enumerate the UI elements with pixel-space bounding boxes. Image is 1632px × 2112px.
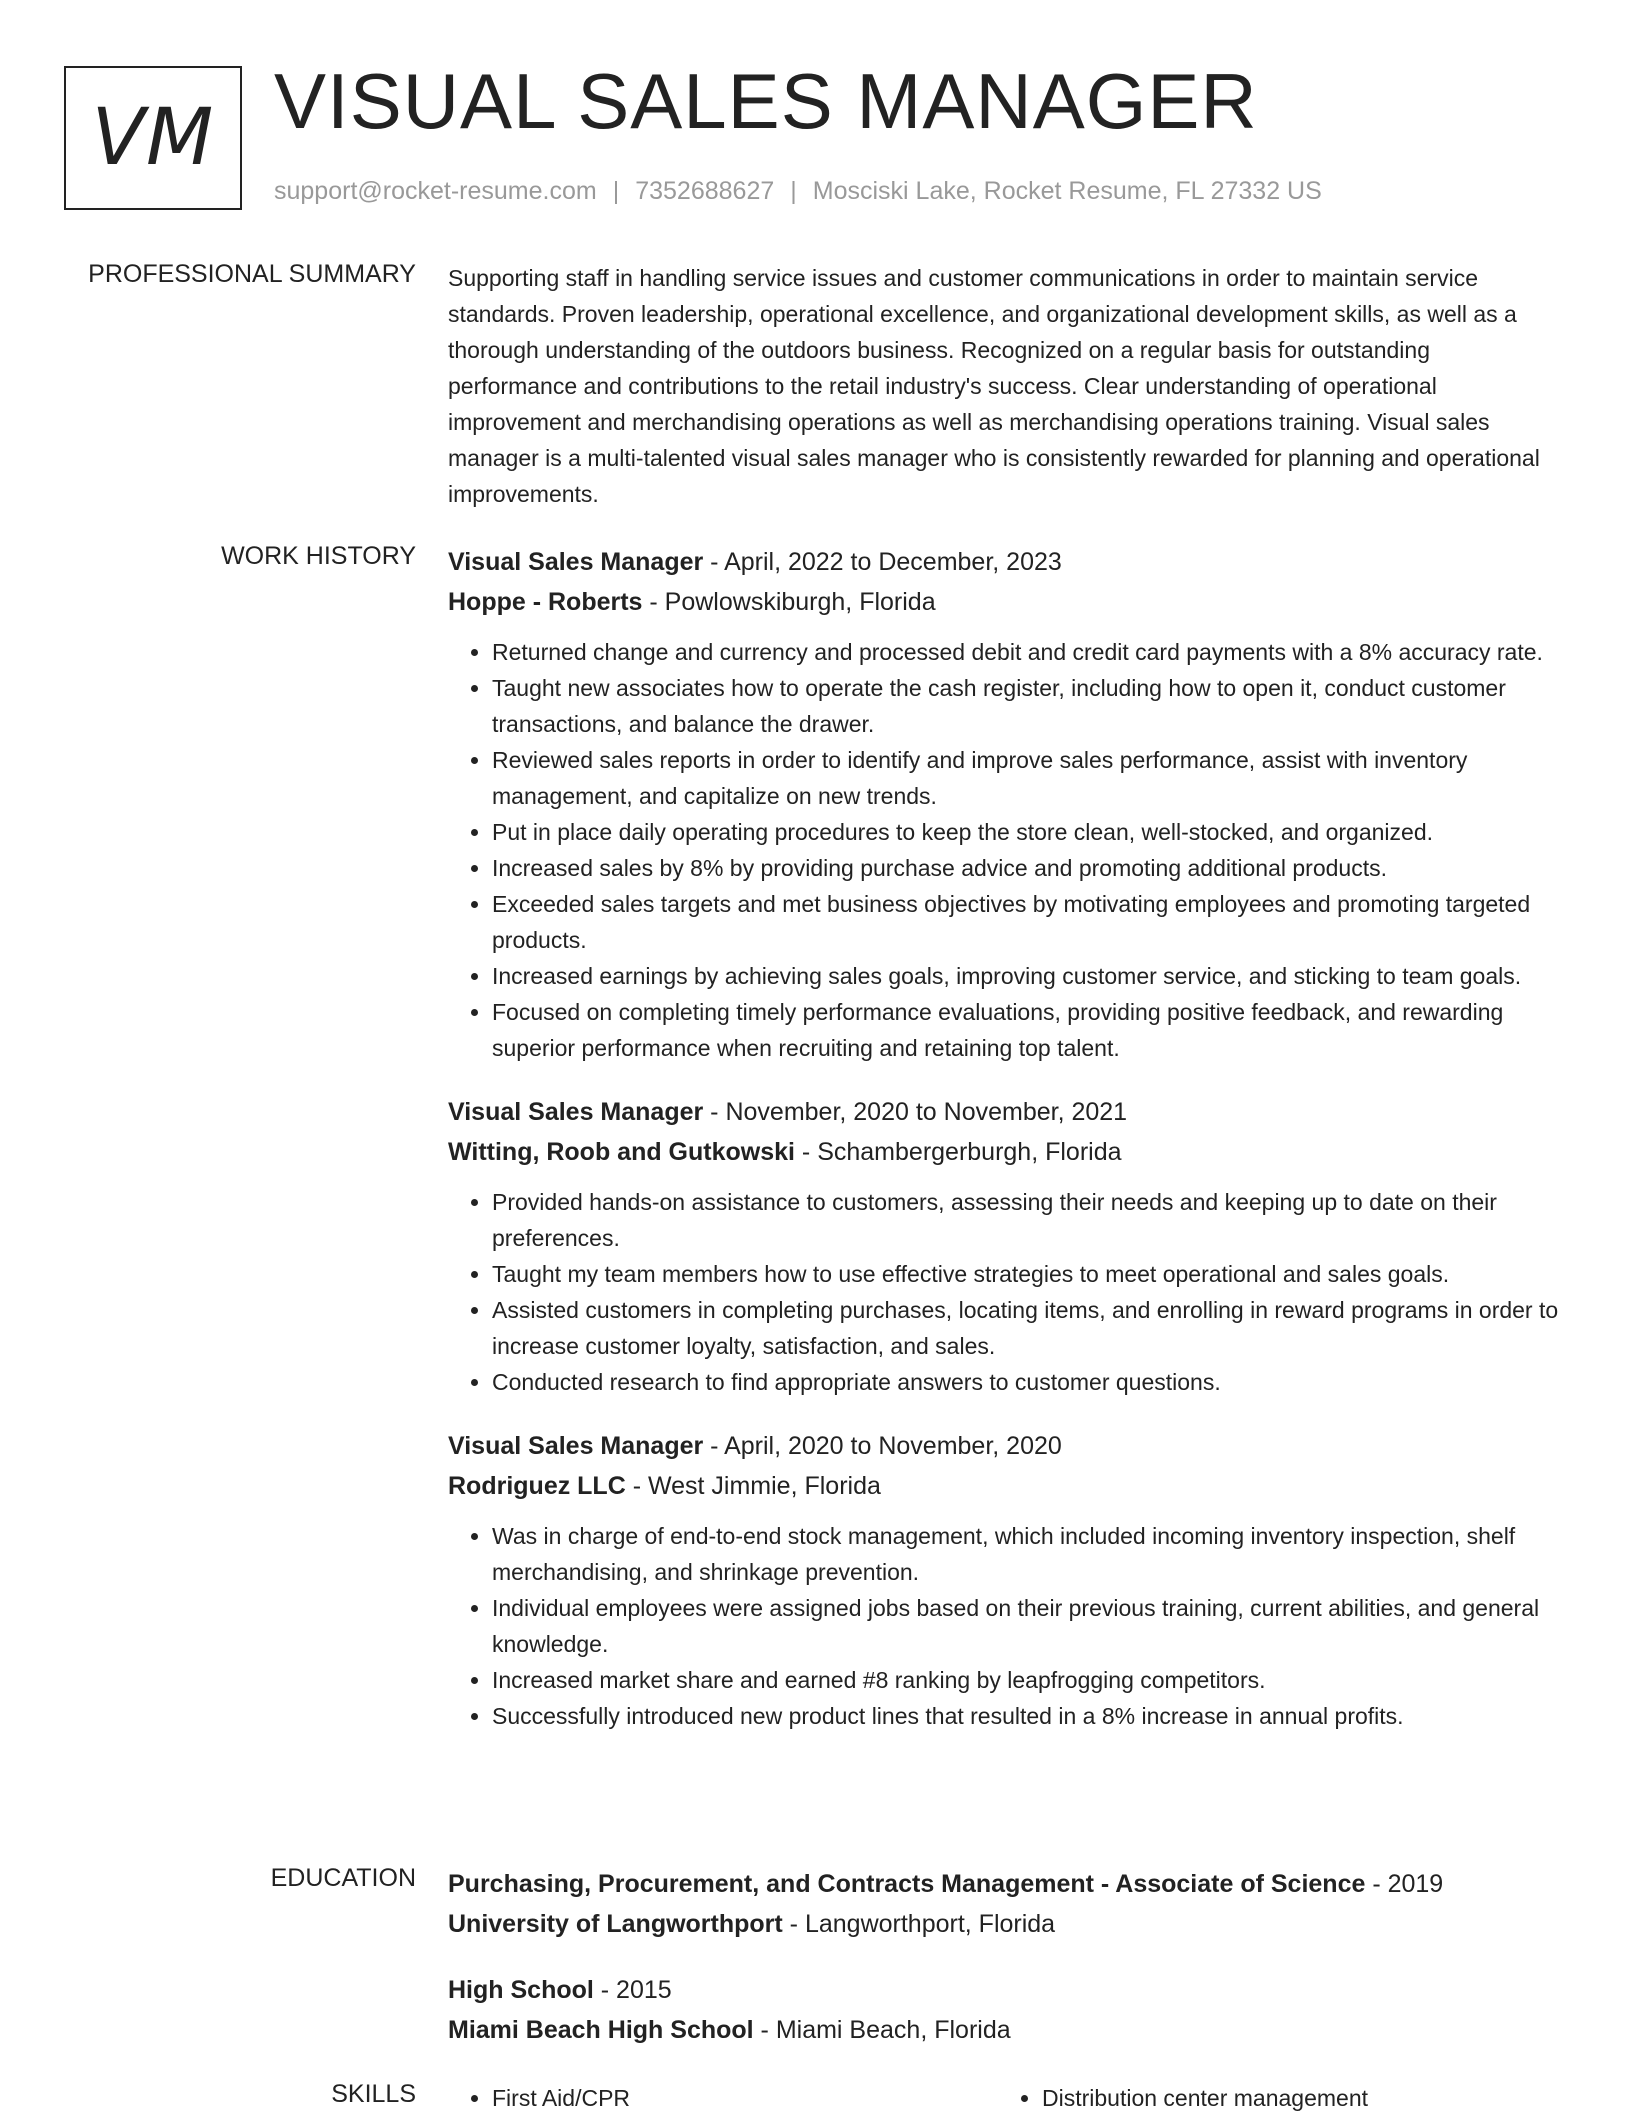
education-school-line <box>448 1904 1564 1944</box>
job-title-line <box>448 1092 1564 1132</box>
list-item: • Reviewed sales reports in order to identify and improve sales performance, assist with inventory management, and capitalize on new trends. <box>492 742 1564 814</box>
education-year: - 2015 <box>593 1976 672 2004</box>
list-item: • Taught my team members how to use effective strategies to meet operational and sales goals. <box>492 1256 1564 1292</box>
education-degree: High School <box>448 1976 594 2004</box>
job-company-line <box>448 1466 1564 1506</box>
skills-left-list <box>448 2080 998 2112</box>
monogram-logo <box>64 66 242 210</box>
education-school: Miami Beach High School <box>448 2016 754 2044</box>
job-bullets <box>448 634 1564 1066</box>
job-title: Visual Sales Manager <box>448 548 704 576</box>
job-entry <box>448 1092 1564 1400</box>
list-item: • Focused on completing timely performance evaluations, providing positive feedback, and rewarding superior performance when recruiting and retaining top talent. <box>492 994 1564 1066</box>
job-title-line <box>448 1426 1564 1466</box>
education-entry <box>448 1864 1564 1944</box>
education-degree-line <box>448 1864 1564 1904</box>
list-item: • Taught new associates how to operate the cash register, including how to open it, conduct customer transactions, and balance the drawer. <box>492 670 1564 742</box>
resume-title: VISUAL SALES MANAGER <box>274 57 1258 145</box>
education-degree: Purchasing, Procurement, and Contracts Management - Associate of Science <box>448 1870 1366 1898</box>
education-degree-line <box>448 1970 1564 2010</box>
job-company-line <box>448 1132 1564 1172</box>
job-company: Hoppe - Roberts <box>448 588 643 616</box>
list-item: • Individual employees were assigned jobs based on their previous training, current abilities, and general knowledge. <box>492 1590 1564 1662</box>
list-item: • Increased market share and earned #8 ranking by leapfrogging competitors. <box>492 1662 1564 1698</box>
job-company-line <box>448 582 1564 622</box>
list-item: • Increased earnings by achieving sales goals, improving customer service, and sticking to team goals. <box>492 958 1564 994</box>
job-entry <box>448 1426 1564 1734</box>
contact-phone: 7352688627 <box>635 177 775 205</box>
list-item: • Assisted customers in completing purchases, locating items, and enrolling in reward programs in order to increase customer loyalty, satisfaction, and sales. <box>492 1292 1564 1364</box>
list-item: • Returned change and currency and processed debit and credit card payments with a 8% accuracy rate. <box>492 634 1564 670</box>
skills-heading: SKILLS <box>331 2080 416 2108</box>
education-year: - 2019 <box>1365 1870 1444 1898</box>
list-item: • Provided hands-on assistance to customers, assessing their needs and keeping up to date on their preferences. <box>492 1184 1564 1256</box>
skill-item: • Distribution center management <box>1042 2080 1548 2112</box>
education-entry <box>448 1970 1564 2050</box>
list-item: • Successfully introduced new product lines that resulted in a 8% increase in annual profits. <box>492 1698 1564 1734</box>
job-title: Visual Sales Manager <box>448 1432 704 1460</box>
summary-heading: PROFESSIONAL SUMMARY <box>88 260 416 288</box>
job-company: Rodriguez LLC <box>448 1472 626 1500</box>
job-location: - Powlowskiburgh, Florida <box>642 588 936 616</box>
job-title-line <box>448 542 1564 582</box>
education-school-line <box>448 2010 1564 2050</box>
job-location: - Schambergerburgh, Florida <box>794 1138 1122 1166</box>
job-dates: - April, 2020 to November, 2020 <box>703 1432 1062 1460</box>
job-location: - West Jimmie, Florida <box>625 1472 881 1500</box>
job-bullets <box>448 1184 1564 1400</box>
list-item: • Exceeded sales targets and met business objectives by motivating employees and promoting targeted products. <box>492 886 1564 958</box>
skills-columns <box>448 2080 1564 2112</box>
contact-address: Mosciski Lake, Rocket Resume, FL 27332 US <box>812 177 1322 205</box>
job-entry <box>448 542 1564 1066</box>
education-location: - Langworthport, Florida <box>782 1910 1056 1938</box>
education-school: University of Langworthport <box>448 1910 783 1938</box>
monogram-initials: VM <box>91 93 215 183</box>
skill-item: • First Aid/CPR <box>492 2080 998 2112</box>
skills-right-list <box>998 2080 1548 2112</box>
list-item: • Was in charge of end-to-end stock management, which included incoming inventory inspection, shelf merchandising, and shrinkage prevention. <box>492 1518 1564 1590</box>
job-bullets <box>448 1518 1564 1734</box>
job-company: Witting, Roob and Gutkowski <box>448 1138 795 1166</box>
contact-separator: | <box>790 177 797 205</box>
education-heading: EDUCATION <box>270 1864 416 1892</box>
list-item: • Increased sales by 8% by providing purchase advice and promoting additional products. <box>492 850 1564 886</box>
job-dates: - November, 2020 to November, 2021 <box>703 1098 1128 1126</box>
contact-line <box>274 177 1322 206</box>
contact-email: support@rocket-resume.com <box>274 177 597 205</box>
contact-separator: | <box>612 177 620 205</box>
work-history-heading: WORK HISTORY <box>221 542 416 570</box>
job-dates: - April, 2022 to December, 2023 <box>703 548 1062 576</box>
education-location: - Miami Beach, Florida <box>753 2016 1011 2044</box>
job-title: Visual Sales Manager <box>448 1098 704 1126</box>
list-item: • Conducted research to find appropriate answers to customer questions. <box>492 1364 1564 1400</box>
list-item: • Put in place daily operating procedures to keep the store clean, well-stocked, and organized. <box>492 814 1564 850</box>
summary-text: Supporting staff in handling service issues and customer communications in order to maintain service standards. Proven leadership, operational excellence, and organizational development skills, as well as a thorough understanding of the outdoors business. Recognized on a regular basis for outstanding performance and contributions to the retail industry's success. Clear understanding of operational improvement and merchandising operations as well as merchandising operations training. Visual sales manager is a multi-talented visual sales manager who is consistently rewarded for planning and operational improvements. <box>448 265 1540 507</box>
